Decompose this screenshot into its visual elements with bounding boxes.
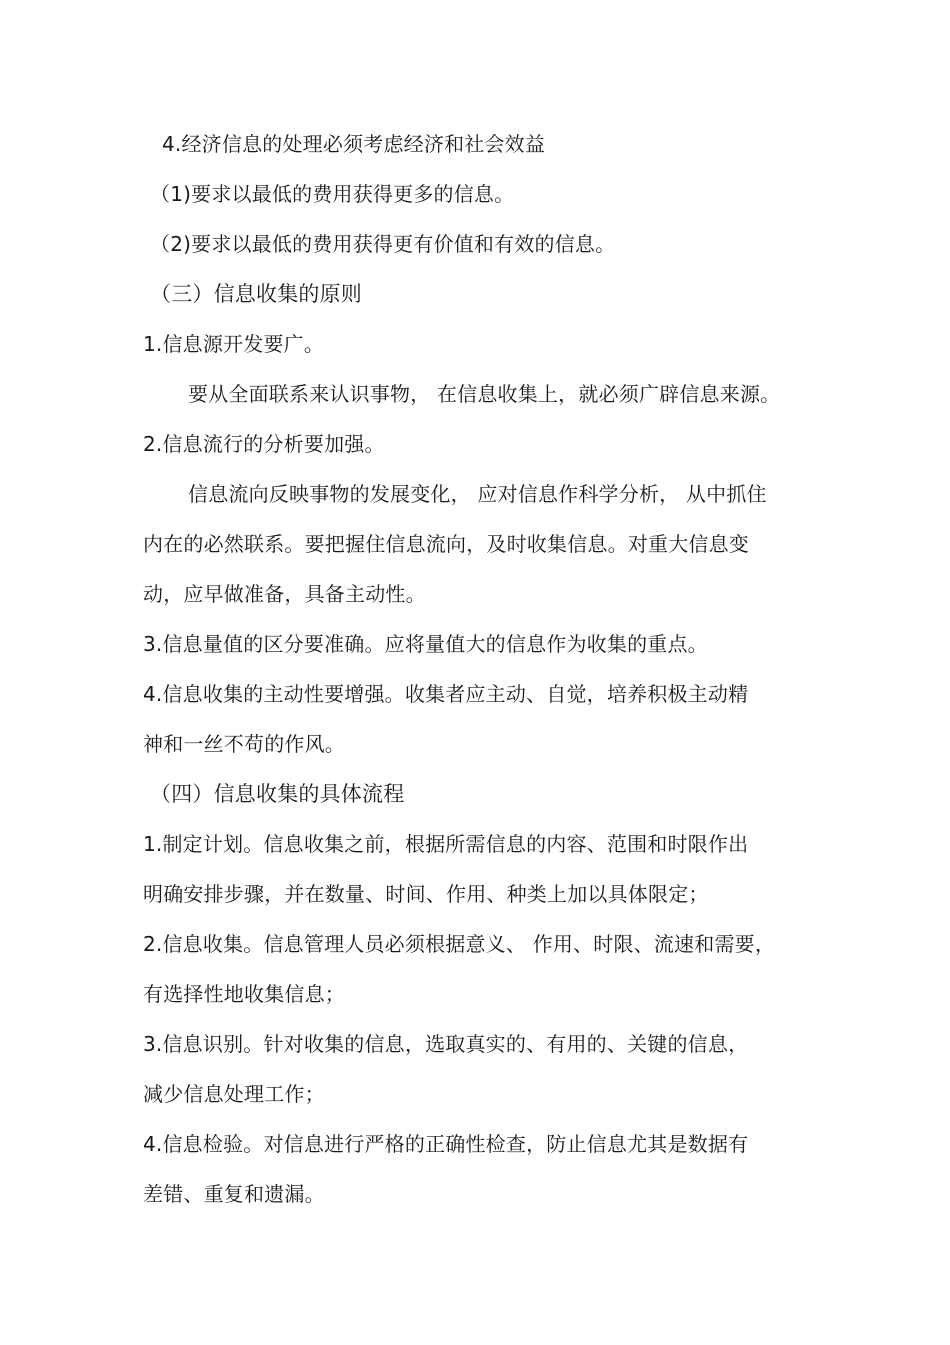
paragraph-line: 要从全面联系来认识事物， 在信息收集上，就必须广辟信息来源。 xyxy=(188,382,781,406)
paragraph-line: 3.信息识别。针对收集的信息，选取真实的、有用的、关键的信息， xyxy=(143,1032,749,1056)
paragraph-line: （2)要求以最低的费用获得更有价值和有效的信息。 xyxy=(150,232,616,256)
paragraph-line: 明确安排步骤，并在数量、时间、作用、种类上加以具体限定； xyxy=(143,882,709,906)
paragraph-line: 信息流向反映事物的发展变化， 应对信息作科学分析， 从中抓住 xyxy=(188,482,767,506)
paragraph-line: 2.信息收集。信息管理人员必须根据意义、 作用、时限、流速和需要， xyxy=(143,932,776,956)
paragraph-line: 1.信息源开发要广。 xyxy=(143,332,325,356)
paragraph-line: 1.制定计划。信息收集之前，根据所需信息的内容、范围和时限作出 xyxy=(143,832,749,856)
paragraph-line: 减少信息处理工作； xyxy=(143,1082,325,1106)
paragraph-line: （1)要求以最低的费用获得更多的信息。 xyxy=(150,182,515,206)
section-heading: （四）信息收集的具体流程 xyxy=(150,782,405,806)
paragraph-line: 2.信息流行的分析要加强。 xyxy=(143,432,385,456)
paragraph-line: 神和一丝不苟的作风。 xyxy=(143,732,345,756)
paragraph-line: 4.信息检验。对信息进行严格的正确性检查，防止信息尤其是数据有 xyxy=(143,1132,749,1156)
paragraph-line: 内在的必然联系。要把握住信息流向，及时收集信息。对重大信息变 xyxy=(143,532,749,556)
paragraph-line: 有选择性地收集信息； xyxy=(143,982,345,1006)
section-heading: （三）信息收集的原则 xyxy=(150,282,362,306)
paragraph-line: 4.信息收集的主动性要增强。收集者应主动、自觉，培养积极主动精 xyxy=(143,682,749,706)
paragraph-line: 4.经济信息的处理必须考虑经济和社会效益 xyxy=(162,132,546,156)
paragraph-line: 动，应早做准备，具备主动性。 xyxy=(143,582,426,606)
paragraph-line: 3.信息量值的区分要准确。应将量值大的信息作为收集的重点。 xyxy=(143,632,708,656)
paragraph-line: 差错、重复和遗漏。 xyxy=(143,1182,325,1206)
